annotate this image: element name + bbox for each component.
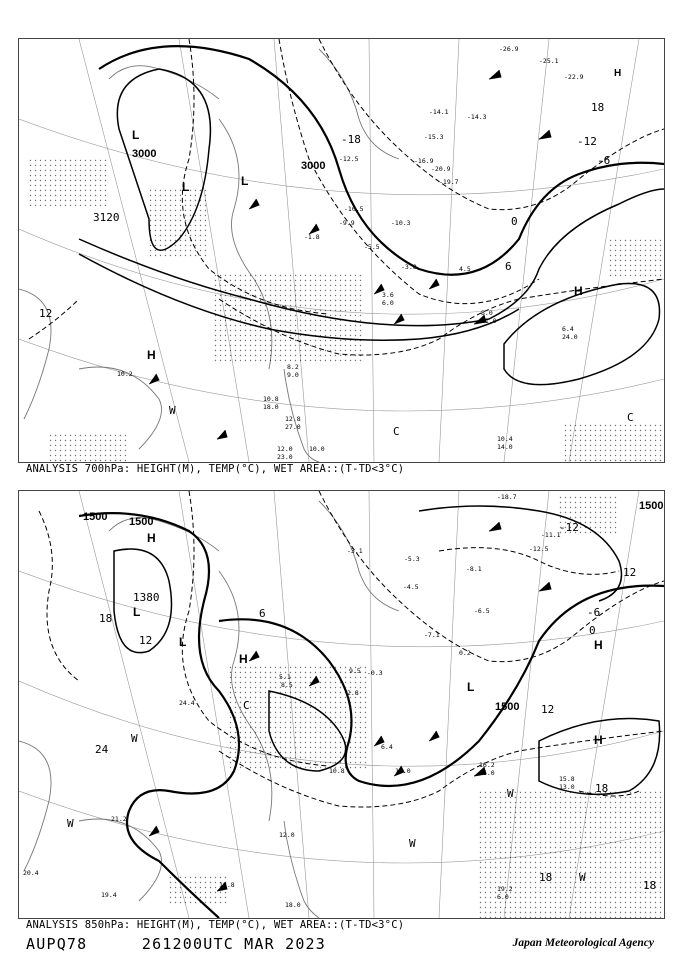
map-850hpa-svg xyxy=(19,491,664,918)
low-center: L xyxy=(182,180,190,194)
height-label: 1500 xyxy=(129,516,154,528)
station-value: 2.8 xyxy=(347,689,359,697)
high-center: H xyxy=(614,68,622,79)
temp-label: 0 xyxy=(511,215,518,228)
height-label: 3000 xyxy=(132,148,157,160)
cold-center: C xyxy=(393,425,400,438)
low-center: L xyxy=(179,635,187,649)
temp-label: -6 xyxy=(597,154,611,167)
station-value: 8.5 xyxy=(281,681,293,689)
station-value: -1.8 xyxy=(304,233,320,241)
station-value: -12.5 xyxy=(339,155,359,163)
temp-label: 18 xyxy=(99,612,113,625)
product-header xyxy=(26,935,326,953)
station-value: -25.1 xyxy=(539,57,559,65)
cold-center: C xyxy=(243,699,250,712)
agency-name: Japan Meteorological Agency xyxy=(512,937,654,949)
station-value: -19.7 xyxy=(439,178,459,186)
station-value: 10.4 xyxy=(497,435,513,443)
map-700hpa-svg xyxy=(19,39,664,462)
station-value: 10.2 xyxy=(117,370,133,378)
station-value: 20.4 xyxy=(23,869,39,877)
station-value: 6.4 xyxy=(562,325,574,333)
station-value: 19.2 xyxy=(497,885,513,893)
height-label: 1380 xyxy=(133,591,160,604)
cold-center: C xyxy=(627,411,634,424)
height-label: 1500 xyxy=(639,500,664,512)
temp-label: 18 xyxy=(539,871,553,884)
low-center: L xyxy=(241,174,249,188)
height-label: 3000 xyxy=(301,160,326,172)
station-value: -7.1 xyxy=(424,631,440,639)
graticule-700 xyxy=(19,39,664,462)
temp-label: 24 xyxy=(95,743,109,756)
station-value: -14.3 xyxy=(467,113,487,121)
station-value: -5.5 xyxy=(364,243,380,251)
station-value: 24.4 xyxy=(179,699,195,707)
height-label: 1500 xyxy=(495,701,520,713)
station-value: 16.0 xyxy=(479,769,495,777)
warm-center: W xyxy=(507,787,514,800)
caption-700hpa: ANALYSIS 700hPa: HEIGHT(M), TEMP(°C), WET AREA::(T-TD<3°C) xyxy=(26,463,405,475)
temp-label: 0 xyxy=(589,624,596,637)
temp-label: 6 xyxy=(505,260,512,273)
warm-center: W xyxy=(579,871,586,884)
temp-label: -6 xyxy=(587,606,601,619)
station-value: 14.0 xyxy=(497,443,513,451)
high-center: H xyxy=(574,284,583,298)
station-value: -14.1 xyxy=(429,108,449,116)
station-value: -6.5 xyxy=(474,607,490,615)
temp-label: 18 xyxy=(595,782,609,795)
station-value: -8.1 xyxy=(466,565,482,573)
station-value: -5.3 xyxy=(404,555,420,563)
station-value: 6.0 xyxy=(497,893,509,901)
valid-datetime: 261200UTC MAR 2023 xyxy=(141,935,327,953)
station-value: 3.6 xyxy=(382,291,394,299)
temp-label: 12 xyxy=(541,703,555,716)
station-value: 10.8 xyxy=(329,767,345,775)
high-center: H xyxy=(147,348,156,362)
temp-label: -12 xyxy=(577,135,597,148)
station-value: -9.9 xyxy=(339,219,355,227)
station-value: -3.8 xyxy=(401,263,417,271)
station-value: -20.9 xyxy=(431,165,451,173)
height-label: 3120 xyxy=(93,211,120,224)
warm-center: W xyxy=(131,732,138,745)
station-value: -0.3 xyxy=(367,669,383,677)
station-value: -15.3 xyxy=(424,133,444,141)
station-value: 12.0 xyxy=(277,445,293,453)
warm-center: W xyxy=(67,817,74,830)
station-value: 6.4 xyxy=(381,743,393,751)
station-value: 27.0 xyxy=(285,423,301,431)
temp-label: 12 xyxy=(39,307,53,320)
low-center: L xyxy=(133,605,141,619)
station-value: 15.8 xyxy=(559,775,575,783)
station-value: 18.8 xyxy=(219,881,235,889)
temp-label: 6 xyxy=(259,607,266,620)
station-value: -3.1 xyxy=(347,547,363,555)
station-value: 23.0 xyxy=(277,453,293,461)
temp-label: 12 xyxy=(623,566,637,579)
station-value: 19.4 xyxy=(101,891,117,899)
wind-barbs-700 xyxy=(149,70,551,439)
low-center: L xyxy=(467,680,475,694)
station-value: -26.9 xyxy=(499,45,519,53)
temp-label: -12 xyxy=(559,521,579,534)
high-center: H xyxy=(147,531,156,545)
station-value: 13.0 xyxy=(559,783,575,791)
station-value: 4.5 xyxy=(459,265,471,273)
map-panel-850hpa xyxy=(18,490,665,919)
station-value: 16.2 xyxy=(479,761,495,769)
warm-center: W xyxy=(169,404,176,417)
station-value: 9.0 xyxy=(287,371,299,379)
station-value: 9.5 xyxy=(349,667,361,675)
temp-label: -18 xyxy=(341,133,361,146)
station-value: -10.5 xyxy=(344,205,364,213)
station-value: 10.0 xyxy=(309,445,325,453)
warm-center: W xyxy=(409,837,416,850)
temp-label: 18 xyxy=(643,879,657,892)
station-value: -22.9 xyxy=(564,73,584,81)
station-value: 12.0 xyxy=(279,831,295,839)
station-value: -10.3 xyxy=(391,219,411,227)
map-panel-700hpa xyxy=(18,38,665,463)
station-value: 18.0 xyxy=(285,901,301,909)
height-label: 1500 xyxy=(83,511,108,523)
product-code: AUPQ78 xyxy=(26,935,88,953)
low-center: L xyxy=(132,128,140,142)
high-center: H xyxy=(239,652,248,666)
station-value: 8.0 xyxy=(481,309,493,317)
temp-label: 18 xyxy=(591,101,605,114)
station-value: 0.2 xyxy=(459,649,471,657)
station-value: 6.0 xyxy=(382,299,394,307)
high-center: H xyxy=(594,733,603,747)
station-value: 24.0 xyxy=(562,333,578,341)
station-value: 8.2 xyxy=(287,363,299,371)
station-value: -4.5 xyxy=(403,583,419,591)
station-value: -18.7 xyxy=(497,493,517,501)
high-center: H xyxy=(594,638,603,652)
station-value: 18.0 xyxy=(263,403,279,411)
station-value: -12.5 xyxy=(529,545,549,553)
station-value: -11.1 xyxy=(541,531,561,539)
temp-label: 12 xyxy=(139,634,153,647)
station-value: 21.2 xyxy=(111,815,127,823)
station-value: 11.0 xyxy=(481,317,497,325)
station-value: -16.9 xyxy=(414,157,434,165)
station-value: 15.0 xyxy=(395,767,411,775)
caption-850hpa: ANALYSIS 850hPa: HEIGHT(M), TEMP(°C), WET AREA::(T-TD<3°C) xyxy=(26,919,405,931)
station-value: 5.1 xyxy=(279,673,291,681)
station-value: 12.8 xyxy=(285,415,301,423)
station-value: 10.8 xyxy=(263,395,279,403)
